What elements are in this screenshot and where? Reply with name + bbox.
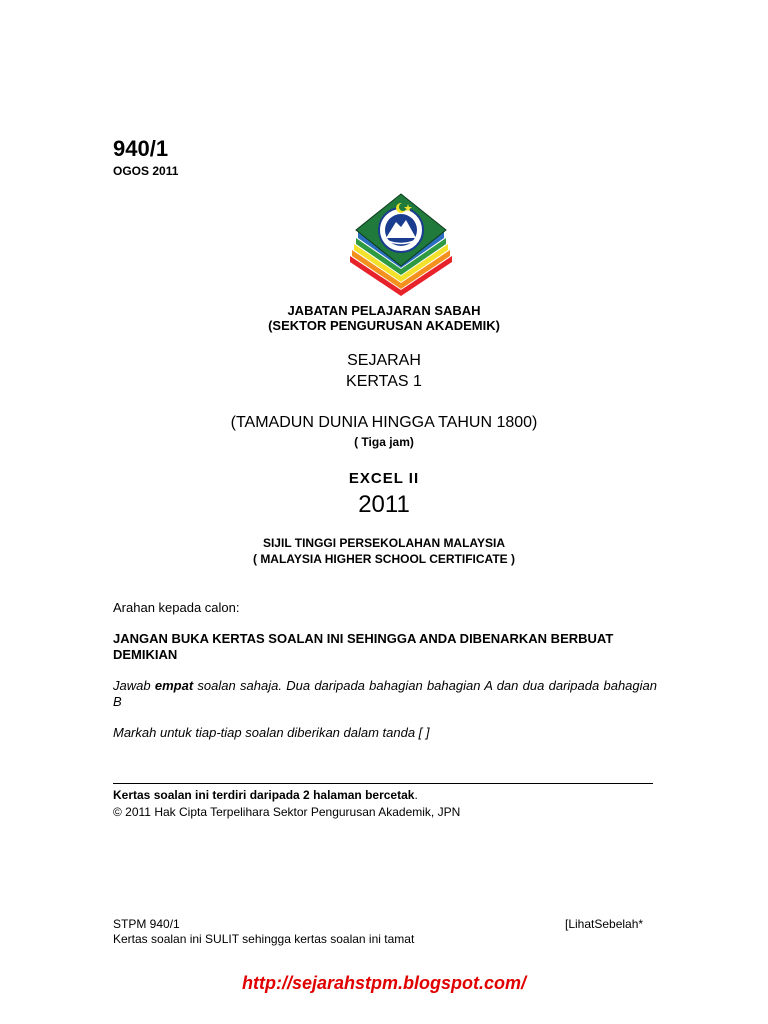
certificate-malay: SIJIL TINGGI PERSEKOLAHAN MALAYSIA bbox=[262, 536, 506, 550]
paper-number: KERTAS 1 bbox=[346, 373, 422, 390]
exam-duration: ( Tiga jam) bbox=[354, 435, 414, 449]
subject-name: SEJARAH bbox=[347, 352, 421, 369]
jabatan-pelajaran-sabah-emblem-icon bbox=[346, 192, 456, 298]
instructions-answer bbox=[113, 678, 657, 710]
blog-url-link[interactable]: http://sejarahstpm.blogspot.com/ bbox=[241, 973, 527, 993]
instructions-heading: Arahan kepada calon: bbox=[113, 600, 240, 615]
answer-rest: soalan sahaja. Dua daripada bahagian bahagian A dan dua daripada bahagian B bbox=[113, 678, 657, 709]
page-count-text: Kertas soalan ini terdiri daripada 2 halaman bercetak bbox=[113, 788, 415, 802]
copyright-notice: © 2011 Hak Cipta Terpelihara Sektor Pengurusan Akademik, JPN bbox=[113, 805, 461, 819]
paper-code: 940/1 bbox=[113, 136, 169, 161]
instructions-marks: Markah untuk tiap-tiap soalan diberikan dalam tanda [ ] bbox=[113, 725, 430, 740]
footer-note: Kertas soalan ini SULIT sehingga kertas soalan ini tamat bbox=[113, 932, 415, 946]
page-count-note bbox=[113, 788, 418, 802]
answer-count: empat bbox=[154, 678, 194, 693]
page-count-end: . bbox=[414, 788, 418, 802]
certificate-english: ( MALAYSIA HIGHER SCHOOL CERTIFICATE ) bbox=[252, 552, 515, 566]
exam-year: 2011 bbox=[358, 491, 410, 518]
exam-date: OGOS 2011 bbox=[113, 164, 179, 178]
footer-turn-over: [LihatSebelah* bbox=[565, 917, 644, 931]
exam-name: EXCEL II bbox=[348, 470, 420, 487]
organization-sector: (SEKTOR PENGURUSAN AKADEMIK) bbox=[268, 318, 500, 333]
organization-name: JABATAN PELAJARAN SABAH bbox=[287, 303, 481, 318]
subject-topic: (TAMADUN DUNIA HINGGA TAHUN 1800) bbox=[230, 414, 538, 431]
divider-line bbox=[113, 783, 653, 784]
instructions-warning: JANGAN BUKA KERTAS SOALAN INI SEHINGGA ANDA DIBENARKAN BERBUAT DEMIKIAN bbox=[113, 631, 614, 662]
answer-prefix: Jawab bbox=[113, 678, 155, 693]
footer-code: STPM 940/1 bbox=[113, 917, 180, 931]
